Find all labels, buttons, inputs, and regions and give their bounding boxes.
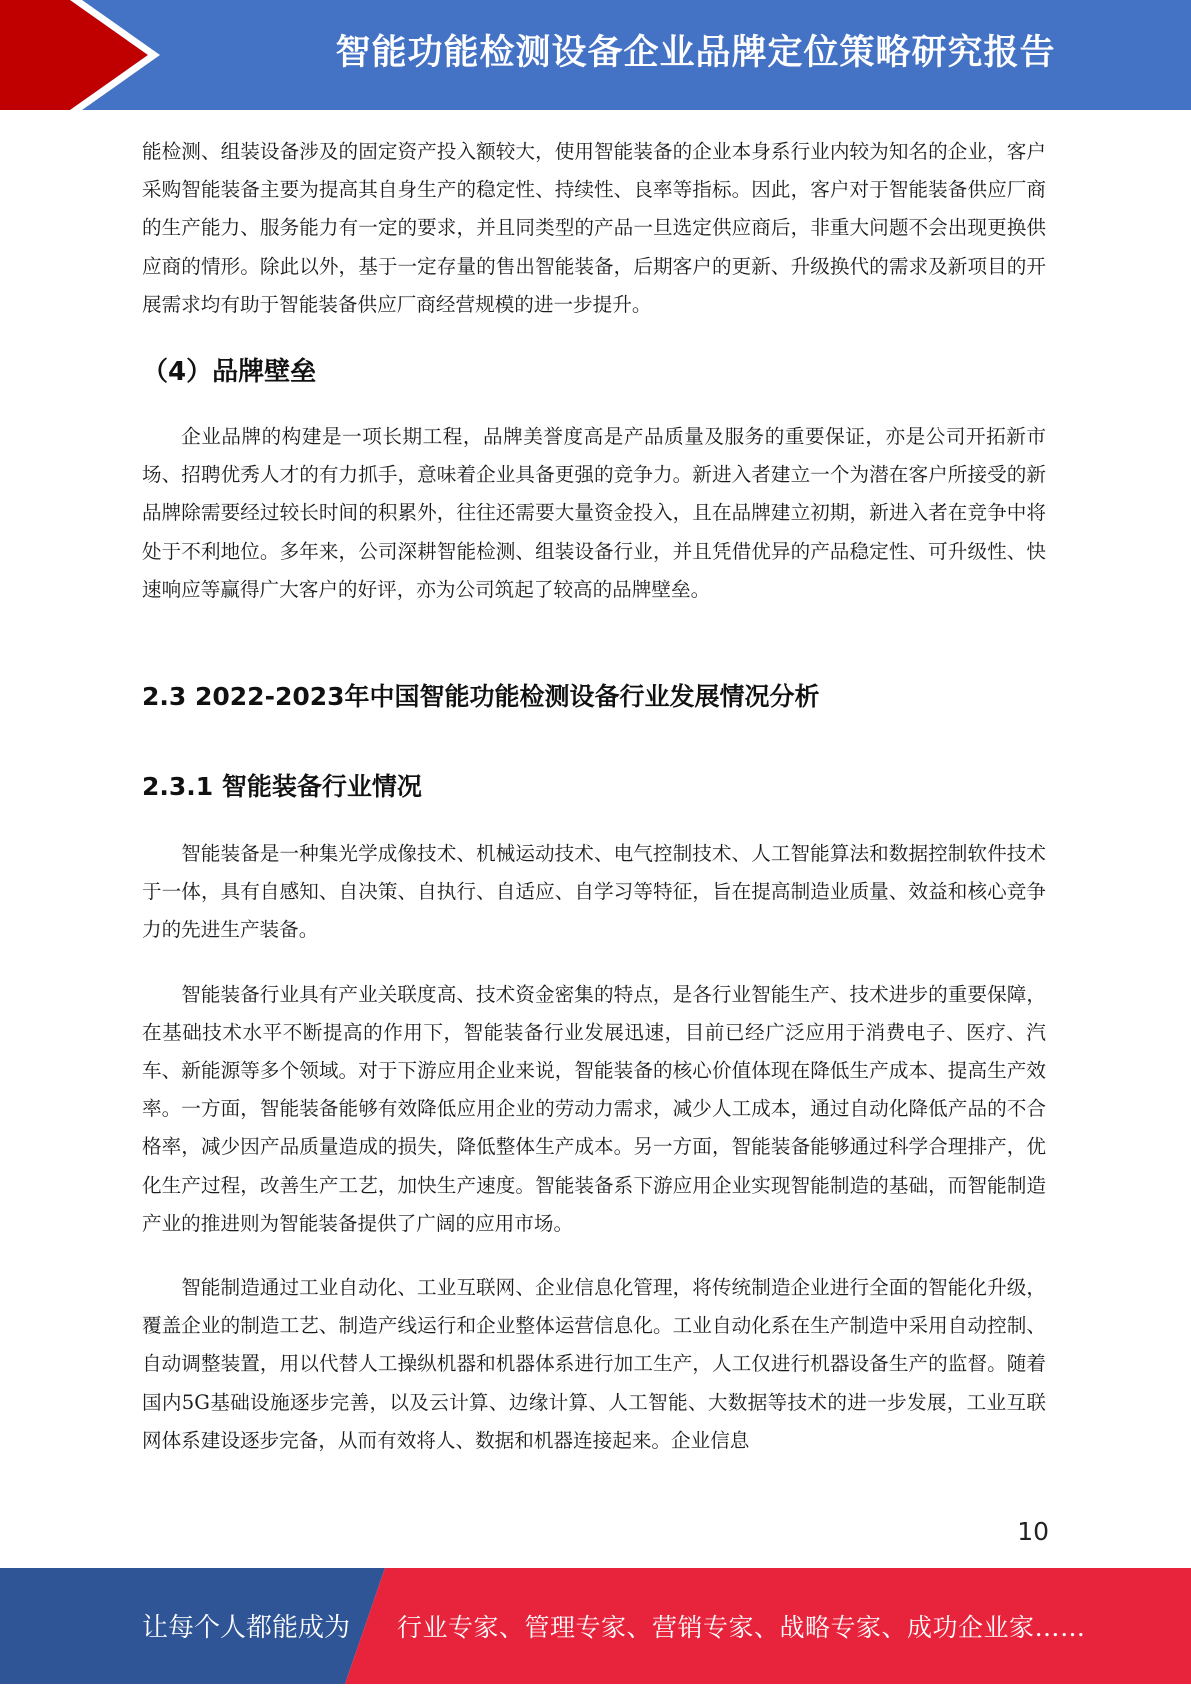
page-footer (0, 1568, 1191, 1684)
footer-slogan-right: 行业专家、管理专家、营销专家、战略专家、成功企业家…… (397, 1613, 1086, 1642)
paragraph-brand-barrier: 企业品牌的构建是一项长期工程，品牌美誉度高是产品质量及服务的重要保证，亦是公司开拓新市场、招聘优秀人才的有力抓手，意味着企业具备更强的竞争力。新进入者建立一个为潜在客户所接受的新品牌除需要经过较长时间的积累外，往往还需要大量资金投入，且在品牌建立初期，新进入者在竞争中将处于不利地位。多年来，公司深耕智能检测、组装设备行业，并且凭借优异的产品稳定性、可升级性、快速响应等赢得广大客户的好评，亦为公司筑起了较高的品牌壁垒。 (142, 425, 1046, 601)
paragraph-smart-equipment-industry: 智能装备行业具有产业关联度高、技术资金密集的特点，是各行业智能生产、技术进步的重要保障，在基础技术水平不断提高的作用下，智能装备行业发展迅速，目前已经广泛应用于消费电子、医疗、汽车、新能源等多个领域。对于下游应用企业来说，智能装备的核心价值体现在降低生产成本、提高生产效率。一方面，智能装备能够有效降低应用企业的劳动力需求，减少人工成本，通过自动化降低产品的不合格率，减少因产品质量造成的损失，降低整体生产成本。另一方面，智能装备能够通过科学合理排产，优化生产过程，改善生产工艺，加快生产速度。智能装备系下游应用企业实现智能制造的基础，而智能制造产业的推进则为智能装备提供了广阔的应用市场。 (142, 982, 1046, 1235)
page-content (142, 133, 1046, 1460)
paragraph-intro: 能检测、组装设备涉及的固定资产投入额较大，使用智能装备的企业本身系行业内较为知名的企业，客户采购智能装备主要为提高其自身生产的稳定性、持续性、良率等指标。因此，客户对于智能装备供应厂商的生产能力、服务能力有一定的要求，并且同类型的产品一旦选定供应商后，非重大问题不会出现更换供应商的情形。除此以外，基于一定存量的售出智能装备，后期客户的更新、升级换代的需求及新项目的开展需求均有助于智能装备供应厂商经营规模的进一步提升。 (142, 140, 1046, 316)
paragraph-smart-equipment-definition: 智能装备是一种集光学成像技术、机械运动技术、电气控制技术、人工智能算法和数据控制软件技术于一体，具有自感知、自决策、自执行、自适应、自学习等特征，旨在提高制造业质量、效益和核心竞争力的先进生产装备。 (142, 842, 1046, 942)
paragraph-smart-manufacturing: 智能制造通过工业自动化、工业互联网、企业信息化管理，将传统制造企业进行全面的智能化升级，覆盖企业的制造工艺、制造产线运行和企业整体运营信息化。工业自动化系在生产制造中采用自动控制、自动调整装置，用以代替人工操纵机器和机器体系进行加工生产，人工仅进行机器设备生产的监督。随着国内5G基础设施逐步完善，以及云计算、边缘计算、人工智能、大数据等技术的进一步发展，工业互联网体系建设逐步完备，从而有效将人、数据和机器连接起来。企业信息 (142, 1276, 1046, 1452)
heading-brand-barrier: （4）品牌壁垒 (142, 357, 317, 388)
page-number: 10 (1017, 1517, 1049, 1546)
section-heading-2-3-1: 2.3.1 智能装备行业情况 (142, 772, 422, 802)
page-header (0, 0, 1191, 110)
report-title: 智能功能检测设备企业品牌定位策略研究报告 (335, 33, 1056, 73)
section-heading-2-3: 2.3 2022-2023年中国智能功能检测设备行业发展情况分析 (142, 682, 820, 712)
footer-slogan-left: 让每个人都能成为 (142, 1613, 351, 1643)
